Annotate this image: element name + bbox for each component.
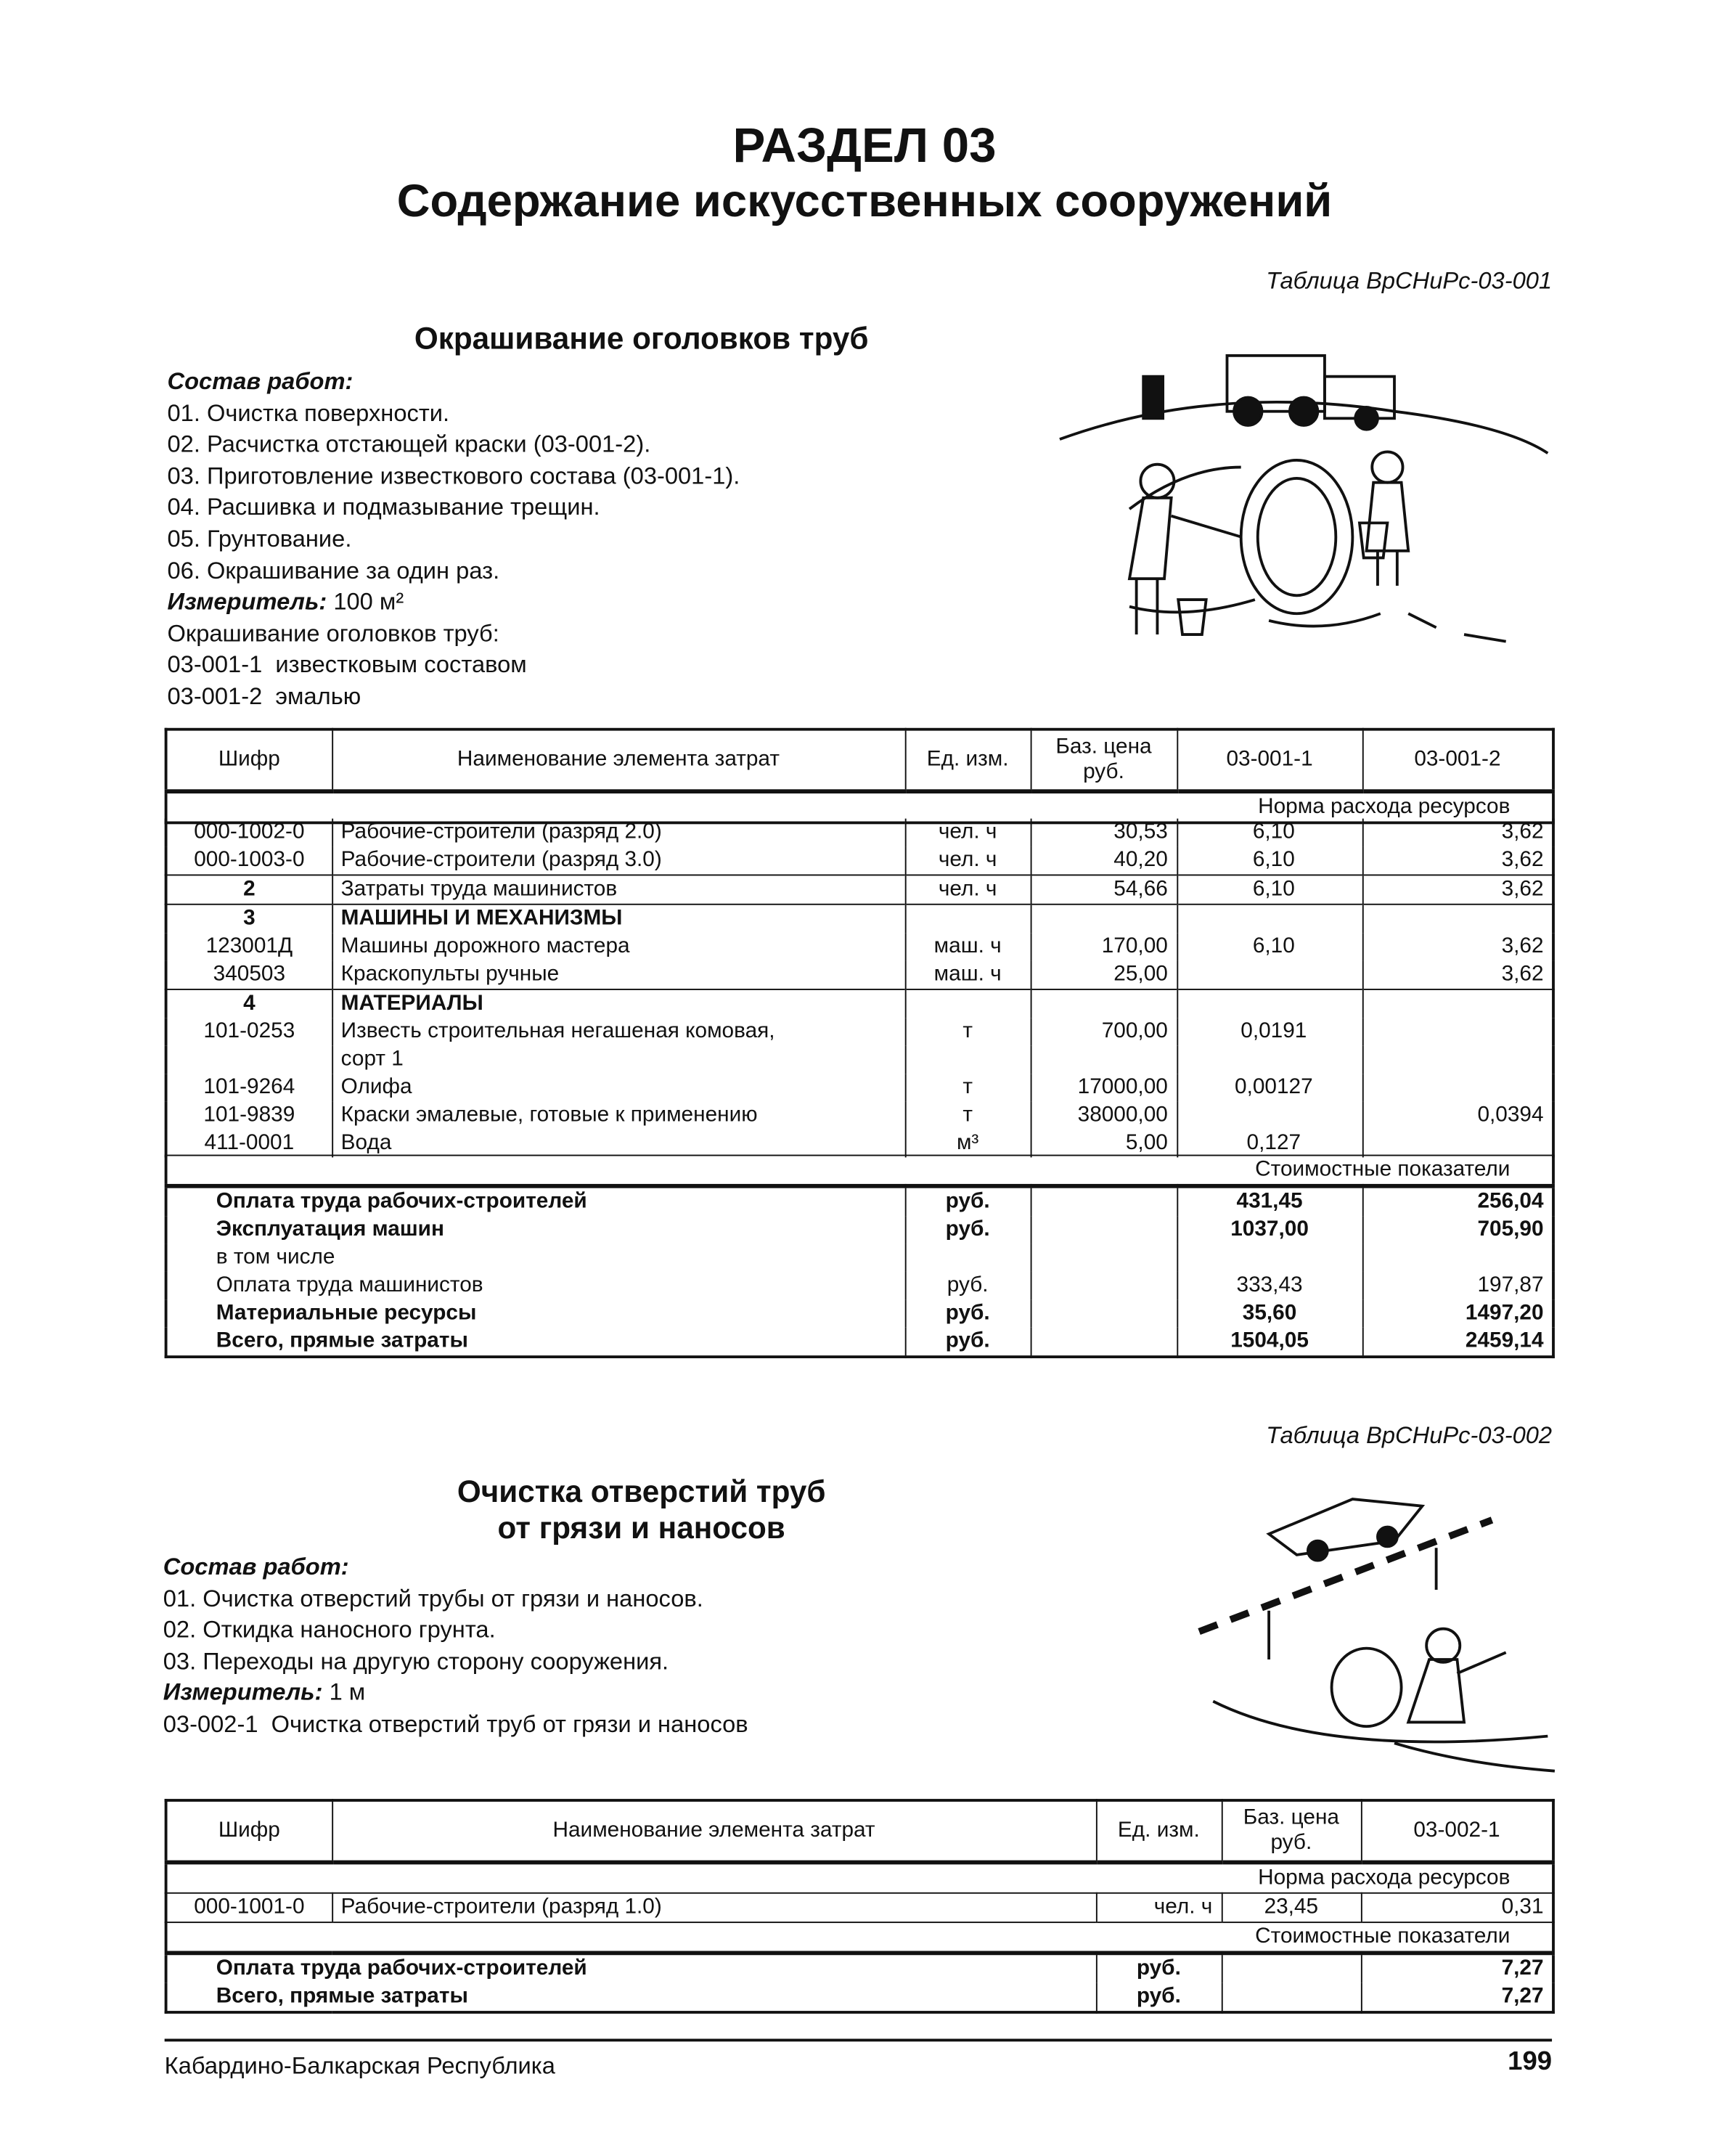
work-item: 03. Переходы на другую сторону сооружения. [163, 1648, 669, 1675]
cost-empty [1031, 1244, 1177, 1272]
cell-name: сорт 1 [332, 1046, 905, 1074]
cost-empty [1031, 1299, 1177, 1327]
cost-row [166, 1216, 1553, 1244]
column-header: Баз. цена руб. [1222, 1800, 1361, 1862]
table-row [166, 1018, 1553, 1045]
cost-row [166, 1186, 1553, 1216]
column-header: Баз. цена руб. [1031, 730, 1177, 791]
variant: 03-001-1 известковым составом [167, 651, 527, 679]
cell-value-2: 3,62 [1362, 846, 1553, 875]
cell-unit: т [905, 1018, 1031, 1045]
cost-value-2: 2459,14 [1362, 1328, 1553, 1357]
table-title [335, 1474, 948, 1546]
cell-value-2: 3,62 [1362, 961, 1553, 989]
cost-name: Всего, прямые затраты [166, 1983, 1096, 2012]
cell-price: 17000,00 [1031, 1074, 1177, 1101]
cell-name: Машины дорожного мастера [332, 933, 905, 960]
cost-value-2: 1497,20 [1362, 1299, 1553, 1327]
column-header: Ед. изм. [1096, 1800, 1222, 1862]
cost-empty [1031, 1216, 1177, 1244]
footer-divider [165, 2039, 1552, 2042]
norm-section-label: Норма расхода ресурсов [166, 1862, 1553, 1892]
work-item: 02. Откидка наносного грунта. [163, 1616, 496, 1643]
cost-row [166, 1953, 1553, 1983]
table-row [166, 1074, 1553, 1101]
cost-unit: руб. [1096, 1953, 1222, 1983]
cell-unit: м³ [905, 1130, 1031, 1157]
work-composition [168, 367, 740, 713]
cost-value-2: 256,04 [1362, 1186, 1553, 1216]
cost-value: 7,27 [1361, 1953, 1553, 1983]
cell-value-2 [1362, 1130, 1553, 1157]
cell-unit [905, 989, 1031, 1018]
section-title: Содержание искусственных сооружений [396, 174, 1333, 226]
cost-empty [1031, 1186, 1177, 1216]
cell-name: Рабочие-строители (разряд 1.0) [332, 1893, 1096, 1922]
cell-price: 40,20 [1031, 846, 1177, 875]
cost-value-1: 1037,00 [1177, 1216, 1362, 1244]
cell-name: Рабочие-строители (разряд 2.0) [332, 819, 905, 846]
table-label: Таблица ВрСНиРс-03-002 [1266, 1422, 1553, 1449]
work-heading: Состав работ: [163, 1553, 349, 1580]
title-line: Очистка отверстий труб [457, 1474, 826, 1509]
cell-value-2: 3,62 [1362, 819, 1553, 846]
cell-value-2 [1362, 1074, 1553, 1101]
cell-price: 38000,00 [1031, 1102, 1177, 1130]
cell-name: Известь строительная негашеная комовая, [332, 1018, 905, 1045]
cost-name: Оплата труда рабочих-строителей [166, 1953, 1096, 1983]
column-header: 03-001-2 [1362, 730, 1553, 791]
work-item: 05. Грунтование. [167, 526, 352, 552]
cost-name: Оплата труда машинистов [166, 1272, 905, 1299]
table-row [166, 989, 1553, 1018]
norm-section-label: Норма расхода ресурсов [166, 791, 1553, 822]
cell-price: 30,53 [1031, 819, 1177, 846]
table-label: Таблица ВрСНиРс-03-001 [1266, 267, 1553, 295]
work-heading: Состав работ: [167, 368, 353, 395]
cell-unit: чел. ч [1096, 1893, 1222, 1922]
cost-value-2 [1362, 1244, 1553, 1272]
cell-name: МАТЕРИАЛЫ [332, 989, 905, 1018]
cell-name: Затраты труда машинистов [332, 875, 905, 904]
cost-section-label: Стоимостные показатели [166, 1922, 1553, 1953]
cell-code: 2 [166, 875, 332, 904]
cost-empty [1031, 1328, 1177, 1357]
section-number: РАЗДЕЛ 03 [732, 118, 997, 173]
resource-rows [165, 819, 1555, 1158]
cost-section [165, 1155, 1555, 1358]
cell-price: 23,45 [1222, 1893, 1361, 1922]
cell-value-2 [1362, 1046, 1553, 1074]
cell-price: 170,00 [1031, 933, 1177, 960]
cost-unit: руб. [905, 1272, 1031, 1299]
table-row [166, 846, 1553, 875]
cell-unit: чел. ч [905, 846, 1031, 875]
cell-value-1: 0,0191 [1177, 1018, 1362, 1045]
cell-value-2 [1362, 989, 1553, 1018]
cell-name: Краски эмалевые, готовые к применению [332, 1102, 905, 1130]
meter-value: 1 м [329, 1679, 366, 1707]
cell-unit [905, 905, 1031, 933]
cost-unit [905, 1244, 1031, 1272]
column-header: 03-002-1 [1361, 1800, 1553, 1862]
cell-name: Рабочие-строители (разряд 3.0) [332, 846, 905, 875]
cost-name: Оплата труда рабочих-строителей [166, 1186, 905, 1216]
meter [163, 1678, 748, 1710]
cell-unit: чел. ч [905, 875, 1031, 904]
cell-unit: маш. ч [905, 933, 1031, 960]
cost-unit: руб. [905, 1186, 1031, 1216]
cost-row [166, 1983, 1553, 2012]
cell-code [166, 1046, 332, 1074]
cell-code: 411-0001 [166, 1130, 332, 1157]
cell-value-1: 6,10 [1177, 933, 1362, 960]
table-title: Окрашивание оголовков труб [414, 320, 869, 356]
column-header: Шифр [166, 730, 332, 791]
table-row [166, 1102, 1553, 1130]
cell-value-2: 3,62 [1362, 933, 1553, 960]
work-composition [163, 1552, 748, 1741]
cell-value-1: 0,127 [1177, 1130, 1362, 1157]
cell-code: 340503 [166, 961, 332, 989]
cell-unit: чел. ч [905, 819, 1031, 846]
cost-value-1: 1504,05 [1177, 1328, 1362, 1357]
table-row [166, 1893, 1553, 1922]
cost-row [166, 1328, 1553, 1357]
cell-value-1 [1177, 989, 1362, 1018]
pipe-painting-illustration [1046, 342, 1562, 690]
column-header: 03-001-1 [1177, 730, 1362, 791]
page-number: 199 [1508, 2047, 1553, 2077]
cell-unit: т [905, 1074, 1031, 1101]
title-line: от грязи и наносов [497, 1510, 785, 1545]
cost-unit: руб. [905, 1299, 1031, 1327]
cell-code: 4 [166, 989, 332, 1018]
cell-price [1031, 1046, 1177, 1074]
description: Окрашивание оголовков труб: [167, 620, 499, 647]
cost-row [166, 1299, 1553, 1327]
cell-value-1 [1177, 905, 1362, 933]
cell-name: Вода [332, 1130, 905, 1157]
cell-code: 101-9839 [166, 1102, 332, 1130]
cell-name: Краскопульты ручные [332, 961, 905, 989]
resource-table-03-002 [165, 1799, 1555, 2014]
cell-value-1: 6,10 [1177, 846, 1362, 875]
meter-label: Измеритель: [167, 588, 327, 616]
cost-value-2: 197,87 [1362, 1272, 1553, 1299]
table-row [166, 1130, 1553, 1157]
cell-code: 3 [166, 905, 332, 933]
cell-unit: т [905, 1102, 1031, 1130]
cell-name: МАШИНЫ И МЕХАНИЗМЫ [332, 905, 905, 933]
work-item: 04. Расшивка и подмазывание трещин. [167, 494, 600, 521]
cell-code: 000-1001-0 [166, 1893, 332, 1922]
table-row [166, 819, 1553, 846]
cell-value-2 [1362, 905, 1553, 933]
table-row [166, 1046, 1553, 1074]
cost-name: в том числе [166, 1244, 905, 1272]
cost-section-label: Стоимостные показатели [166, 1156, 1553, 1186]
pipe-cleaning-illustration [1185, 1478, 1562, 1778]
table-row [166, 905, 1553, 933]
column-header: Наименование элемента затрат [332, 1800, 1096, 1862]
cost-value-2: 705,90 [1362, 1216, 1553, 1244]
cell-unit [905, 1046, 1031, 1074]
cell-value-1 [1177, 1102, 1362, 1130]
table-row [166, 961, 1553, 989]
cost-value-1 [1177, 1244, 1362, 1272]
meter [168, 587, 740, 618]
resource-table-03-001 [165, 728, 1555, 825]
cost-value-1: 431,45 [1177, 1186, 1362, 1216]
cell-code: 101-0253 [166, 1018, 332, 1045]
cost-unit: руб. [905, 1216, 1031, 1244]
meter-label: Измеритель: [163, 1679, 323, 1707]
cost-name: Всего, прямые затраты [166, 1328, 905, 1357]
cost-name: Материальные ресурсы [166, 1299, 905, 1327]
cell-name: Олифа [332, 1074, 905, 1101]
cell-value-1: 6,10 [1177, 819, 1362, 846]
cell-value-1 [1177, 961, 1362, 989]
cell-value-1: 6,10 [1177, 875, 1362, 904]
cost-empty [1031, 1272, 1177, 1299]
work-item: 01. Очистка отверстий трубы от грязи и наносов. [163, 1585, 703, 1612]
cell-price: 54,66 [1031, 875, 1177, 904]
cell-code: 101-9264 [166, 1074, 332, 1101]
table-row [166, 933, 1553, 960]
cost-name: Эксплуатация машин [166, 1216, 905, 1244]
cost-row [166, 1272, 1553, 1299]
work-item: 06. Окрашивание за один раз. [167, 557, 500, 584]
cost-value-1: 333,43 [1177, 1272, 1362, 1299]
variant: 03-002-1 Очистка отверстий труб от грязи и наносов [163, 1711, 748, 1738]
cell-value-1: 0,00127 [1177, 1074, 1362, 1101]
footer-region: Кабардино-Балкарская Республика [164, 2052, 555, 2080]
cell-price [1031, 989, 1177, 1018]
table-row [166, 875, 1553, 904]
work-item: 02. Расчистка отстающей краски (03-001-2). [167, 430, 651, 458]
column-header: Наименование элемента затрат [332, 730, 905, 791]
cost-unit: руб. [1096, 1983, 1222, 2012]
cost-value: 7,27 [1361, 1983, 1553, 2012]
meter-value: 100 м² [333, 588, 404, 616]
work-item: 03. Приготовление известкового состава (03-001-1). [167, 462, 740, 489]
cell-code: 123001Д [166, 933, 332, 960]
cost-row [166, 1244, 1553, 1272]
cell-value-2 [1362, 1018, 1553, 1045]
cell-value: 0,31 [1361, 1893, 1553, 1922]
cell-price: 25,00 [1031, 961, 1177, 989]
cell-price: 5,00 [1031, 1130, 1177, 1157]
cost-value-1: 35,60 [1177, 1299, 1362, 1327]
cell-unit: маш. ч [905, 961, 1031, 989]
cell-code: 000-1002-0 [166, 819, 332, 846]
cell-value-2: 3,62 [1362, 875, 1553, 904]
cell-code: 000-1003-0 [166, 846, 332, 875]
cell-value-2: 0,0394 [1362, 1102, 1553, 1130]
column-header: Ед. изм. [905, 730, 1031, 791]
column-header: Шифр [166, 1800, 332, 1862]
cell-price: 700,00 [1031, 1018, 1177, 1045]
cost-unit: руб. [905, 1328, 1031, 1357]
cell-price [1031, 905, 1177, 933]
cell-value-1 [1177, 1046, 1362, 1074]
variant: 03-001-2 эмалью [167, 683, 361, 710]
work-item: 01. Очистка поверхности. [167, 399, 450, 427]
